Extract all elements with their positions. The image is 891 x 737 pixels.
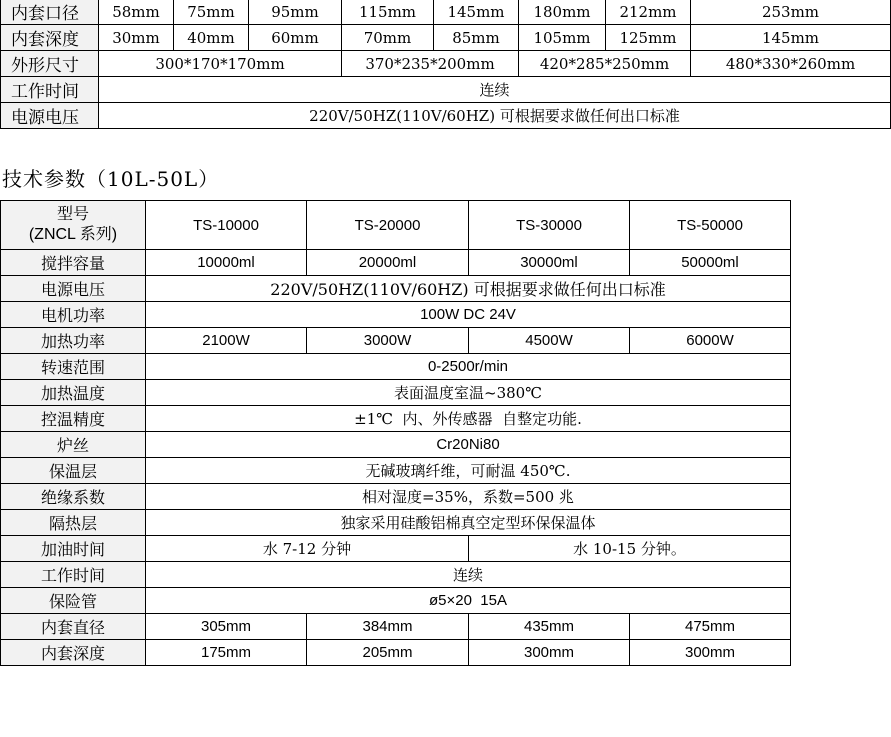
- table-row: [1, 484, 791, 510]
- table-cell: 145mm: [434, 0, 519, 25]
- model-name: TS-20000: [307, 201, 469, 250]
- table-cell: 220V/50HZ(110V/60HZ) 可根据要求做任何出口标准: [99, 103, 891, 129]
- table-cell: 独家采用硅酸铝棉真空定型环保保温体: [146, 510, 791, 536]
- table-cell: 300mm: [469, 640, 630, 666]
- table-cell: 连续: [146, 562, 791, 588]
- table-cell: 水 7-12 分钟: [146, 536, 469, 562]
- table-cell: 30mm: [99, 25, 174, 51]
- table-cell: 475mm: [630, 614, 791, 640]
- table-row: [1, 562, 791, 588]
- row-label: 内套深度: [1, 25, 99, 51]
- table-cell: 220V/50HZ(110V/60HZ) 可根据要求做任何出口标准: [146, 276, 791, 302]
- table-row: [1, 406, 791, 432]
- row-label: 电源电压: [1, 103, 99, 129]
- table-cell: 95mm: [249, 0, 342, 25]
- row-label: 隔热层: [1, 510, 146, 536]
- table-cell: 70mm: [342, 25, 434, 51]
- row-label: 加热温度: [1, 380, 146, 406]
- table-row: [1, 103, 891, 129]
- table-row: [1, 77, 891, 103]
- table-cell: 无碱玻璃纤维，可耐温 450℃.: [146, 458, 791, 484]
- table-cell: 30000ml: [469, 250, 630, 276]
- table-row: [1, 380, 791, 406]
- table-row: [1, 640, 791, 666]
- table-cell: 145mm: [691, 25, 891, 51]
- table-row: [1, 536, 791, 562]
- table-cell: 3000W: [307, 328, 469, 354]
- table-header-row: [1, 201, 791, 250]
- table-cell: 6000W: [630, 328, 791, 354]
- table-cell: 300*170*170mm: [99, 51, 342, 77]
- table-cell: 205mm: [307, 640, 469, 666]
- table-row: [1, 302, 791, 328]
- table-cell: 180mm: [519, 0, 606, 25]
- model-name: TS-50000: [630, 201, 791, 250]
- table-cell: 40mm: [174, 25, 249, 51]
- row-label: 绝缘系数: [1, 484, 146, 510]
- table-cell: 105mm: [519, 25, 606, 51]
- table-cell: 4500W: [469, 328, 630, 354]
- table-row: [1, 432, 791, 458]
- top-spec-table: [0, 0, 891, 129]
- table-cell: 305mm: [146, 614, 307, 640]
- table-cell: 相对湿度=35%，系数=500 兆: [146, 484, 791, 510]
- table-row: [1, 0, 891, 25]
- row-label: 加油时间: [1, 536, 146, 562]
- table-cell: 60mm: [249, 25, 342, 51]
- table-cell: 370*235*200mm: [342, 51, 519, 77]
- row-label: 外形尺寸: [1, 51, 99, 77]
- table-cell: 384mm: [307, 614, 469, 640]
- model-name: TS-30000: [469, 201, 630, 250]
- table-cell: 75mm: [174, 0, 249, 25]
- model-label-line1: 型号: [56, 206, 89, 223]
- row-label: 炉丝: [1, 432, 146, 458]
- table-row: [1, 328, 791, 354]
- table-cell: 300mm: [630, 640, 791, 666]
- row-label: 保险管: [1, 588, 146, 614]
- row-label: 加热功率: [1, 328, 146, 354]
- row-label: 内套直径: [1, 614, 146, 640]
- table-cell: ±1℃ 内、外传感器 自整定功能.: [146, 406, 791, 432]
- table-cell: 115mm: [342, 0, 434, 25]
- table-cell: 0-2500r/min: [146, 354, 791, 380]
- spec-table: [0, 200, 791, 666]
- model-label: [1, 201, 146, 250]
- table-row: [1, 276, 791, 302]
- table-cell: 435mm: [469, 614, 630, 640]
- row-label: 保温层: [1, 458, 146, 484]
- table-row: [1, 458, 791, 484]
- table-cell: 58mm: [99, 0, 174, 25]
- table-cell: Cr20Ni80: [146, 432, 791, 458]
- row-label: 电机功率: [1, 302, 146, 328]
- table-cell: 85mm: [434, 25, 519, 51]
- table-row: [1, 25, 891, 51]
- row-label: 工作时间: [1, 77, 99, 103]
- row-label: 搅拌容量: [1, 250, 146, 276]
- table-cell: 480*330*260mm: [691, 51, 891, 77]
- table-cell: 100W DC 24V: [146, 302, 791, 328]
- table-cell: 125mm: [606, 25, 691, 51]
- table-cell: 420*285*250mm: [519, 51, 691, 77]
- table-cell: ø5×20 15A: [146, 588, 791, 614]
- table-cell: 253mm: [691, 0, 891, 25]
- table-cell: 表面温度室温~380℃: [146, 380, 791, 406]
- row-label: 内套口径: [1, 0, 99, 25]
- row-label: 控温精度: [1, 406, 146, 432]
- table-cell: 连续: [99, 77, 891, 103]
- table-row: [1, 51, 891, 77]
- table-row: [1, 510, 791, 536]
- table-cell: 20000ml: [307, 250, 469, 276]
- table-cell: 175mm: [146, 640, 307, 666]
- table-cell: 水 10-15 分钟。: [469, 536, 791, 562]
- row-label: 内套深度: [1, 640, 146, 666]
- table-row: [1, 354, 791, 380]
- table-row: [1, 614, 791, 640]
- model-label-line2: (ZNCL 系列): [28, 226, 118, 243]
- row-label: 电源电压: [1, 276, 146, 302]
- table-row: [1, 588, 791, 614]
- section-title: 技术参数（10L-50L）: [2, 167, 220, 191]
- table-row: [1, 250, 791, 276]
- row-label: 工作时间: [1, 562, 146, 588]
- table-cell: 2100W: [146, 328, 307, 354]
- model-name: TS-10000: [146, 201, 307, 250]
- table-cell: 10000ml: [146, 250, 307, 276]
- row-label: 转速范围: [1, 354, 146, 380]
- table-cell: 212mm: [606, 0, 691, 25]
- table-cell: 50000ml: [630, 250, 791, 276]
